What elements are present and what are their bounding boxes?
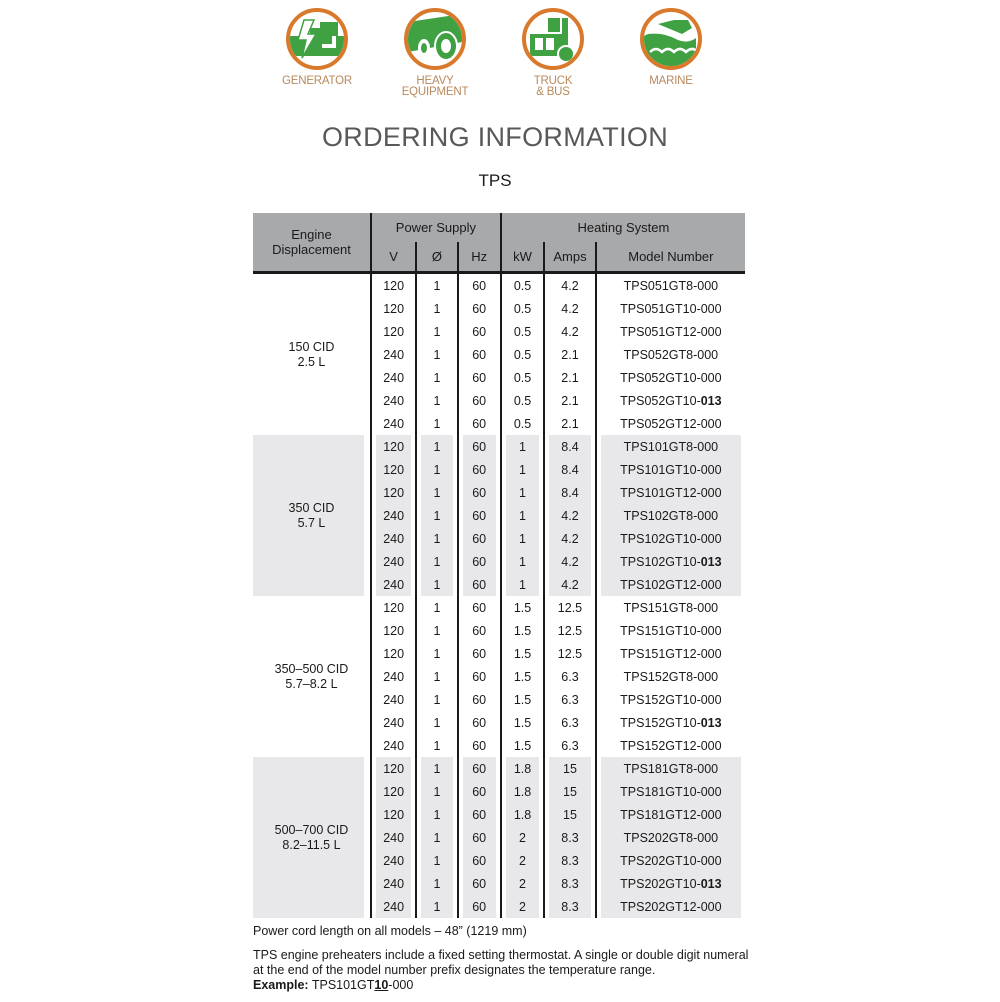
cell-model-number — [595, 550, 745, 573]
model-prefix: TPS102GT12- — [620, 577, 701, 592]
cell-v: 120 — [370, 803, 415, 826]
page-subtitle: TPS — [478, 171, 512, 190]
cell-phase: 1 — [415, 872, 456, 895]
cell-model-number — [595, 458, 745, 481]
ordering-table — [253, 213, 745, 918]
cell-amps: 4.2 — [543, 320, 595, 343]
cell-amps: 15 — [543, 780, 595, 803]
engine-displacement-cell — [253, 757, 370, 918]
model-suffix: 000 — [697, 669, 719, 684]
example-label: Example: — [253, 978, 309, 992]
example-suffix: -000 — [388, 978, 414, 992]
model-prefix: TPS052GT12- — [620, 416, 701, 431]
cell-phase: 1 — [415, 458, 456, 481]
model-suffix: 013 — [700, 876, 722, 891]
cell-v: 120 — [370, 780, 415, 803]
cell-hz: 60 — [457, 665, 500, 688]
cell-hz: 60 — [457, 849, 500, 872]
cell-amps: 6.3 — [543, 734, 595, 757]
cell-phase: 1 — [415, 481, 456, 504]
cell-kw: 2 — [500, 826, 543, 849]
model-suffix: 000 — [700, 623, 722, 638]
model-prefix: TPS101GT12- — [620, 485, 701, 500]
cell-v: 120 — [370, 619, 415, 642]
cell-kw: 2 — [500, 895, 543, 918]
cell-kw: 1 — [500, 527, 543, 550]
cell-amps: 8.3 — [543, 872, 595, 895]
cell-kw: 1.5 — [500, 642, 543, 665]
label-line: EQUIPMENT — [401, 86, 469, 98]
cell-v: 240 — [370, 573, 415, 596]
cell-model-number — [595, 481, 745, 504]
engine-cid: 500–700 CID — [274, 822, 349, 837]
model-suffix: 000 — [697, 278, 719, 293]
model-prefix: TPS202GT8- — [623, 830, 698, 845]
cell-hz: 60 — [457, 688, 500, 711]
cell-hz: 60 — [457, 642, 500, 665]
cell-amps: 8.3 — [543, 849, 595, 872]
cell-amps: 15 — [543, 803, 595, 826]
table-row — [253, 757, 745, 780]
cell-kw: 0.5 — [500, 366, 543, 389]
cell-amps: 4.2 — [543, 274, 595, 297]
cell-amps: 2.1 — [543, 366, 595, 389]
engine-displacement-cell — [253, 435, 370, 596]
application-label: GENERATOR — [282, 75, 352, 87]
cell-hz: 60 — [457, 366, 500, 389]
header-kw: kW — [500, 242, 543, 274]
model-prefix: TPS051GT10- — [620, 301, 701, 316]
cell-hz: 60 — [457, 297, 500, 320]
header-engine-displacement — [253, 213, 370, 274]
page-title: ORDERING INFORMATION — [322, 122, 668, 152]
cell-v: 240 — [370, 412, 415, 435]
cell-phase: 1 — [415, 826, 456, 849]
model-prefix: TPS151GT8- — [623, 600, 698, 615]
model-suffix: 000 — [700, 577, 722, 592]
model-suffix: 000 — [700, 692, 722, 707]
cell-hz: 60 — [457, 711, 500, 734]
model-suffix: 013 — [700, 715, 722, 730]
cell-model-number — [595, 596, 745, 619]
cell-model-number — [595, 872, 745, 895]
cell-phase: 1 — [415, 343, 456, 366]
model-suffix: 000 — [700, 531, 722, 546]
application-truck-bus — [498, 8, 608, 98]
engine-displacement-cell — [253, 596, 370, 757]
cell-kw: 0.5 — [500, 320, 543, 343]
cell-phase: 1 — [415, 412, 456, 435]
cell-kw: 1.8 — [500, 757, 543, 780]
note-thermostat — [253, 948, 753, 993]
cell-phase: 1 — [415, 320, 456, 343]
cell-hz: 60 — [457, 872, 500, 895]
cell-amps: 4.2 — [543, 297, 595, 320]
cell-amps: 6.3 — [543, 688, 595, 711]
application-label: MARINE — [649, 75, 693, 87]
cell-phase: 1 — [415, 619, 456, 642]
marine-icon — [640, 8, 702, 70]
cell-kw: 2 — [500, 872, 543, 895]
cell-model-number — [595, 734, 745, 757]
cell-kw: 1 — [500, 550, 543, 573]
application-generator — [262, 8, 372, 87]
cell-model-number — [595, 435, 745, 458]
engine-liters: 2.5 L — [297, 354, 326, 369]
table-row — [253, 274, 745, 297]
model-prefix: TPS102GT10- — [620, 554, 701, 569]
cell-kw: 1.8 — [500, 780, 543, 803]
cell-phase: 1 — [415, 665, 456, 688]
model-prefix: TPS051GT12- — [620, 324, 701, 339]
cell-hz: 60 — [457, 435, 500, 458]
cell-v: 240 — [370, 343, 415, 366]
cell-v: 240 — [370, 389, 415, 412]
cell-phase: 1 — [415, 274, 456, 297]
engine-displacement-cell — [253, 274, 370, 435]
cell-phase: 1 — [415, 550, 456, 573]
model-suffix: 013 — [700, 393, 722, 408]
model-suffix: 000 — [697, 508, 719, 523]
cell-kw: 2 — [500, 849, 543, 872]
cell-kw: 1 — [500, 435, 543, 458]
cell-model-number — [595, 688, 745, 711]
cell-kw: 1 — [500, 458, 543, 481]
model-suffix: 000 — [700, 485, 722, 500]
cell-phase: 1 — [415, 435, 456, 458]
model-suffix: 000 — [700, 899, 722, 914]
cell-v: 120 — [370, 435, 415, 458]
cell-amps: 12.5 — [543, 642, 595, 665]
model-suffix: 000 — [697, 761, 719, 776]
cell-phase: 1 — [415, 297, 456, 320]
cell-v: 120 — [370, 320, 415, 343]
cell-v: 120 — [370, 757, 415, 780]
cell-hz: 60 — [457, 826, 500, 849]
cell-kw: 1 — [500, 504, 543, 527]
cell-v: 240 — [370, 366, 415, 389]
model-prefix: TPS152GT12- — [620, 738, 701, 753]
note-cord-length: Power cord length on all models – 48” (1219 mm) — [253, 924, 527, 938]
truck-bus-icon — [522, 8, 584, 70]
cell-phase: 1 — [415, 780, 456, 803]
cell-amps: 12.5 — [543, 596, 595, 619]
cell-amps: 4.2 — [543, 550, 595, 573]
cell-model-number — [595, 573, 745, 596]
cell-kw: 0.5 — [500, 389, 543, 412]
cell-hz: 60 — [457, 527, 500, 550]
label-line: HEAVY — [416, 75, 454, 87]
cell-hz: 60 — [457, 458, 500, 481]
model-prefix: TPS051GT8- — [623, 278, 698, 293]
cell-phase: 1 — [415, 642, 456, 665]
cell-phase: 1 — [415, 734, 456, 757]
cell-model-number — [595, 826, 745, 849]
cell-model-number — [595, 757, 745, 780]
header-v: V — [370, 242, 415, 274]
cell-model-number — [595, 780, 745, 803]
table-row — [253, 596, 745, 619]
cell-model-number — [595, 642, 745, 665]
cell-kw: 1.5 — [500, 734, 543, 757]
table-body — [253, 274, 745, 918]
cell-model-number — [595, 389, 745, 412]
cell-amps: 4.2 — [543, 573, 595, 596]
cell-kw: 0.5 — [500, 297, 543, 320]
cell-v: 120 — [370, 642, 415, 665]
cell-v: 240 — [370, 527, 415, 550]
cell-amps: 15 — [543, 757, 595, 780]
cell-kw: 1 — [500, 481, 543, 504]
cell-amps: 8.4 — [543, 435, 595, 458]
cell-hz: 60 — [457, 734, 500, 757]
cell-amps: 6.3 — [543, 711, 595, 734]
engine-cid: 350–500 CID — [274, 661, 349, 676]
model-suffix: 000 — [700, 853, 722, 868]
cell-hz: 60 — [457, 780, 500, 803]
cell-model-number — [595, 711, 745, 734]
model-prefix: TPS102GT10- — [620, 531, 701, 546]
model-suffix: 000 — [700, 784, 722, 799]
cell-model-number — [595, 619, 745, 642]
note-thermostat-text: TPS engine preheaters include a fixed setting thermostat. A single or double digit numeral at the end of the model number prefix designates the temperature range. — [253, 948, 749, 977]
application-marine — [616, 8, 726, 87]
cell-kw: 0.5 — [500, 343, 543, 366]
cell-amps: 8.4 — [543, 458, 595, 481]
header-amps: Amps — [543, 242, 595, 274]
cell-v: 240 — [370, 665, 415, 688]
cell-model-number — [595, 412, 745, 435]
engine-liters: 5.7 L — [297, 515, 326, 530]
model-prefix: TPS052GT10- — [620, 393, 701, 408]
model-prefix: TPS151GT12- — [620, 646, 701, 661]
cell-amps: 8.3 — [543, 895, 595, 918]
cell-phase: 1 — [415, 711, 456, 734]
cell-hz: 60 — [457, 596, 500, 619]
cell-v: 120 — [370, 481, 415, 504]
cell-phase: 1 — [415, 688, 456, 711]
cell-model-number — [595, 527, 745, 550]
cell-model-number — [595, 366, 745, 389]
header-hz: Hz — [457, 242, 500, 274]
model-suffix: 000 — [700, 738, 722, 753]
generator-icon — [286, 8, 348, 70]
model-prefix: TPS181GT12- — [620, 807, 701, 822]
model-suffix: 000 — [700, 301, 722, 316]
cell-kw: 1 — [500, 573, 543, 596]
cell-hz: 60 — [457, 504, 500, 527]
cell-amps: 6.3 — [543, 665, 595, 688]
cell-model-number — [595, 895, 745, 918]
header-heating-system: Heating System — [500, 213, 745, 242]
cell-phase: 1 — [415, 366, 456, 389]
header-engine-line: Engine — [291, 227, 332, 242]
model-suffix: 000 — [697, 600, 719, 615]
application-icons — [262, 8, 738, 108]
cell-v: 240 — [370, 826, 415, 849]
model-suffix: 000 — [700, 416, 722, 431]
cell-kw: 1.5 — [500, 619, 543, 642]
cell-hz: 60 — [457, 343, 500, 366]
cell-hz: 60 — [457, 803, 500, 826]
model-prefix: TPS202GT10- — [620, 876, 701, 891]
header-engine-line: Displacement — [272, 242, 351, 257]
cell-amps: 8.3 — [543, 826, 595, 849]
cell-hz: 60 — [457, 389, 500, 412]
cell-v: 240 — [370, 895, 415, 918]
cell-v: 120 — [370, 458, 415, 481]
cell-amps: 2.1 — [543, 389, 595, 412]
application-heavy-equipment — [380, 8, 490, 98]
cell-amps: 4.2 — [543, 527, 595, 550]
cell-v: 240 — [370, 872, 415, 895]
cell-kw: 1.5 — [500, 596, 543, 619]
cell-model-number — [595, 320, 745, 343]
cell-kw: 0.5 — [500, 412, 543, 435]
cell-phase: 1 — [415, 573, 456, 596]
model-prefix: TPS152GT8- — [623, 669, 698, 684]
model-prefix: TPS152GT10- — [620, 715, 701, 730]
notes — [253, 924, 753, 1002]
engine-liters: 5.7–8.2 L — [285, 676, 338, 691]
cell-amps: 8.4 — [543, 481, 595, 504]
model-suffix: 000 — [700, 324, 722, 339]
cell-v: 240 — [370, 688, 415, 711]
cell-v: 240 — [370, 711, 415, 734]
cell-v: 240 — [370, 849, 415, 872]
cell-model-number — [595, 297, 745, 320]
cell-v: 240 — [370, 734, 415, 757]
cell-phase: 1 — [415, 504, 456, 527]
cell-v: 120 — [370, 596, 415, 619]
label-line: TRUCK — [533, 75, 573, 87]
cell-phase: 1 — [415, 596, 456, 619]
cell-kw: 1.8 — [500, 803, 543, 826]
model-prefix: TPS101GT10- — [620, 462, 701, 477]
cell-phase: 1 — [415, 803, 456, 826]
cell-model-number — [595, 504, 745, 527]
model-prefix: TPS152GT10- — [620, 692, 701, 707]
model-suffix: 000 — [700, 807, 722, 822]
model-prefix: TPS052GT10- — [620, 370, 701, 385]
cell-hz: 60 — [457, 320, 500, 343]
model-prefix: TPS202GT12- — [620, 899, 701, 914]
cell-model-number — [595, 849, 745, 872]
cell-phase: 1 — [415, 389, 456, 412]
cell-hz: 60 — [457, 757, 500, 780]
cell-kw: 1.5 — [500, 688, 543, 711]
cell-amps: 4.2 — [543, 504, 595, 527]
example-prefix: TPS101GT — [308, 978, 375, 992]
model-prefix: TPS101GT8- — [623, 439, 698, 454]
cell-hz: 60 — [457, 412, 500, 435]
cell-model-number — [595, 665, 745, 688]
model-suffix: 000 — [700, 646, 722, 661]
cell-amps: 2.1 — [543, 412, 595, 435]
application-label — [380, 76, 490, 98]
model-suffix: 000 — [697, 439, 719, 454]
model-prefix: TPS181GT8- — [623, 761, 698, 776]
label-line: & BUS — [536, 86, 570, 98]
cell-hz: 60 — [457, 481, 500, 504]
cell-hz: 60 — [457, 573, 500, 596]
cell-model-number — [595, 343, 745, 366]
application-label — [498, 76, 608, 98]
cell-model-number — [595, 274, 745, 297]
cell-amps: 2.1 — [543, 343, 595, 366]
cell-v: 120 — [370, 274, 415, 297]
cell-v: 240 — [370, 504, 415, 527]
example-highlight: 10 — [374, 978, 389, 992]
cell-v: 240 — [370, 550, 415, 573]
model-suffix: 000 — [697, 347, 719, 362]
header-model-number: Model Number — [595, 242, 745, 274]
cell-kw: 1.5 — [500, 711, 543, 734]
cell-phase: 1 — [415, 849, 456, 872]
cell-amps: 12.5 — [543, 619, 595, 642]
cell-kw: 0.5 — [500, 274, 543, 297]
table-row — [253, 435, 745, 458]
model-prefix: TPS181GT10- — [620, 784, 701, 799]
model-suffix: 000 — [700, 462, 722, 477]
cell-hz: 60 — [457, 274, 500, 297]
model-suffix: 013 — [700, 554, 722, 569]
cell-phase: 1 — [415, 757, 456, 780]
header-phase: Ø — [415, 242, 456, 274]
engine-liters: 8.2–11.5 L — [282, 837, 341, 852]
model-suffix: 000 — [700, 370, 722, 385]
heavy-equipment-icon — [404, 8, 466, 70]
cell-model-number — [595, 803, 745, 826]
engine-cid: 150 CID — [288, 339, 335, 354]
model-prefix: TPS052GT8- — [623, 347, 698, 362]
header-power-supply: Power Supply — [370, 213, 500, 242]
cell-hz: 60 — [457, 550, 500, 573]
cell-phase: 1 — [415, 527, 456, 550]
cell-phase: 1 — [415, 895, 456, 918]
model-suffix: 000 — [697, 830, 719, 845]
engine-cid: 350 CID — [288, 500, 335, 515]
model-prefix: TPS102GT8- — [623, 508, 698, 523]
model-prefix: TPS151GT10- — [620, 623, 701, 638]
model-prefix: TPS202GT10- — [620, 853, 701, 868]
cell-kw: 1.5 — [500, 665, 543, 688]
cell-hz: 60 — [457, 895, 500, 918]
cell-v: 120 — [370, 297, 415, 320]
cell-hz: 60 — [457, 619, 500, 642]
